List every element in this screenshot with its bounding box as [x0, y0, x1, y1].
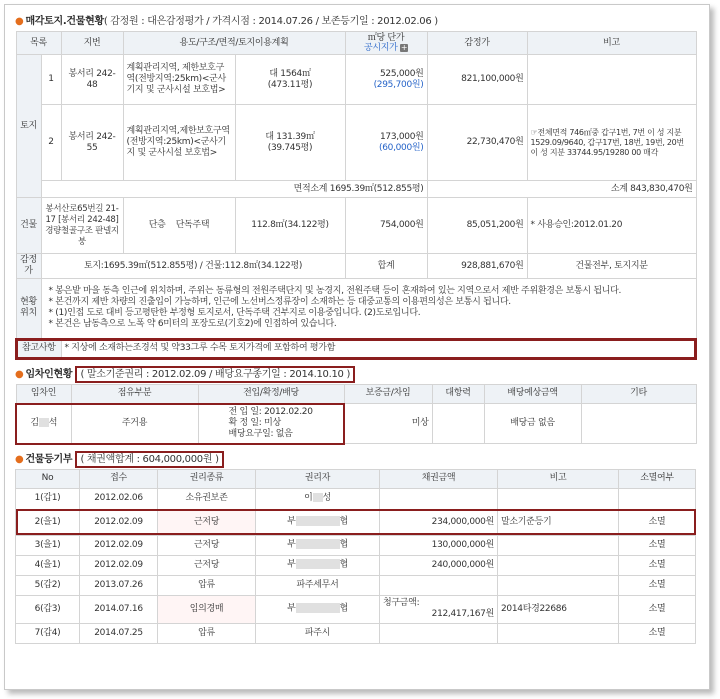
tenant-col-part: 점유부분 — [71, 384, 198, 404]
total-label: 합계 — [345, 254, 427, 279]
registry-holder — [256, 595, 380, 623]
tenant-col-opposing: 대항력 — [432, 384, 484, 404]
registry-kind: 압류 — [158, 575, 256, 595]
location-line: * 본건까지 제반 차량의 진출입이 가능하며, 인근에 노선버스정류장이 소재하는 등 대중교통의 이용편의성은 보통시 됩니다. — [48, 297, 511, 308]
table-row — [16, 595, 696, 623]
tenant-part: 주거용 — [71, 404, 198, 444]
table-row — [16, 575, 696, 595]
tenant-opposing — [432, 404, 484, 444]
holder-last: 협 — [339, 603, 348, 614]
registry-no: 3(을1) — [16, 535, 80, 555]
holder-first: 부 — [287, 539, 296, 550]
total-amount: 928,881,670원 — [427, 254, 527, 279]
tenant-name-last: 석 — [48, 418, 58, 428]
land-appraisal: 821,100,000원 — [427, 55, 527, 105]
location-line: * 봉은밭 마을 동측 인근에 위치하며, 주위는 동류형의 전원주택단지 및 농경지, 전원주택 등이 혼재하여 있는 지역으로서 제반 주위환경은 보통시 됩니다. — [48, 286, 622, 297]
tenant-deposit: 미상 — [344, 404, 432, 444]
holder-last: 협 — [339, 559, 348, 570]
building-appraisal: 85,051,200원 — [427, 198, 527, 254]
registry-col-kind: 권리종류 — [158, 469, 256, 488]
move-in-date: 전 입 일: 2012.02.20 — [228, 407, 313, 417]
building-floor: 단층 — [148, 220, 166, 230]
table-row — [16, 488, 696, 509]
land-area-pyeong: (39.745평) — [267, 142, 313, 153]
registry-col-no: No — [16, 469, 80, 488]
building-floor-usage — [123, 198, 235, 254]
registry-no: 1(갑1) — [16, 488, 80, 509]
registry-status: 소멸 — [619, 535, 696, 555]
registry-no: 5(갑2) — [16, 575, 80, 595]
registry-note: 2014타경22686 — [498, 595, 619, 623]
land-row — [16, 105, 696, 181]
land-official-price: (295,700원) — [373, 79, 424, 90]
registry-amount: 240,000,000원 — [380, 555, 498, 575]
land-note — [527, 55, 696, 105]
registry-note — [498, 555, 619, 575]
table-row — [16, 555, 696, 575]
registry-note — [498, 623, 619, 643]
tenant-dates — [198, 404, 344, 444]
table-row-highlighted — [16, 509, 696, 535]
property-table — [15, 31, 697, 360]
redacted-mark — [313, 493, 323, 502]
section-title-property — [15, 13, 695, 31]
tenant-name-first: 김 — [30, 418, 39, 428]
redacted-mark — [296, 539, 340, 549]
col-header-list: 목록 — [16, 32, 61, 55]
col-header-addr: 지번 — [61, 32, 123, 55]
registry-kind: 근저당 — [158, 535, 256, 555]
registry-amount: 130,000,000원 — [380, 535, 498, 555]
bullet-icon: ● — [15, 16, 24, 27]
registry-kind: 근저당 — [158, 509, 256, 535]
registry-holder — [256, 509, 380, 535]
land-area — [235, 105, 345, 181]
registry-date: 2014.07.16 — [80, 595, 158, 623]
tenant-etc — [581, 404, 696, 444]
tenant-subtitle: ( 말소기준권리 : 2012.02.09 / 배당요구종기일 : 2014.10.10 ) — [75, 366, 355, 383]
building-row — [16, 198, 696, 254]
holder-first: 부 — [287, 603, 296, 614]
land-area-pyeong: (473.11평) — [267, 79, 313, 90]
appraisal-summary: 토지:1695.39㎡(512.855평) / 건물:112.8㎡(34.122평) — [41, 254, 345, 279]
bullet-icon: ● — [15, 453, 24, 465]
appraisal-label: 감정가 — [16, 254, 41, 279]
total-note: 건물전부, 토지지분 — [527, 254, 696, 279]
land-no: 1 — [41, 55, 61, 105]
land-subtotal-amount: 소계 843,830,470원 — [427, 181, 696, 198]
registry-holder: 파주세무서 — [256, 575, 380, 595]
bullet-icon: ● — [15, 368, 24, 380]
land-subtotal-area: 면적소계 1695.39㎡(512.855평) — [41, 181, 427, 198]
land-addr: 봉서리 242-55 — [61, 105, 123, 181]
content — [15, 13, 695, 644]
registry-subtitle: ( 채권액합계 : 604,000,000원 ) — [75, 451, 223, 468]
building-label: 건물 — [16, 198, 41, 254]
redacted-mark — [296, 603, 340, 613]
tenant-col-expected: 배당예상금액 — [484, 384, 581, 404]
official-price-link[interactable]: 공시지가 — [363, 43, 398, 53]
tenant-title: 임차인현황 — [25, 368, 73, 380]
building-addr: 봉서산로65번길 21-17 [봉서리 242-48] 경량철골구조 판넬지붕 — [41, 198, 123, 254]
redacted-mark — [296, 559, 340, 569]
registry-col-status: 소멸여부 — [619, 469, 696, 488]
location-line: * 본건은 남동측으로 노폭 약 6미터의 포장도로(기호2)에 인접하여 있습니다. — [48, 319, 337, 330]
registry-col-date: 접수 — [80, 469, 158, 488]
registry-date: 2013.07.26 — [80, 575, 158, 595]
registry-amount — [380, 623, 498, 643]
building-usage: 단독주택 — [175, 220, 210, 230]
registry-no: 4(을1) — [16, 555, 80, 575]
tenant-col-deposit: 보증금/차임 — [344, 384, 432, 404]
tenant-name — [16, 404, 71, 444]
registry-kind: 압류 — [158, 623, 256, 643]
land-unit — [345, 105, 427, 181]
confirm-date: 확 정 일: 미상 — [228, 418, 281, 428]
land-addr: 봉서리 242-48 — [61, 55, 123, 105]
reference-text: * 지상에 소재하는조경석 및 약33그루 수목 토지가격에 포함하여 평가함 — [61, 339, 696, 359]
registry-amount — [380, 575, 498, 595]
registry-holder: 파주시 — [256, 623, 380, 643]
table-row — [16, 623, 696, 643]
tenant-col-name: 임차인 — [16, 384, 71, 404]
registry-holder — [256, 488, 380, 509]
registry-status: 소멸 — [619, 623, 696, 643]
registry-date: 2014.07.25 — [80, 623, 158, 643]
col-header-appraisal: 감정가 — [427, 32, 527, 55]
registry-amount — [380, 595, 498, 623]
col-header-usage: 용도/구조/면적/토지이용계획 — [123, 32, 345, 55]
registry-note: 말소기준등기 — [498, 509, 619, 535]
land-usage: 계획관리지역, 제한보호구역(전방지역:25km)<군사기지 및 군사시설 보호법> — [123, 55, 235, 105]
registry-no: 6(갑3) — [16, 595, 80, 623]
registry-holder — [256, 555, 380, 575]
tenant-col-etc: 기타 — [581, 384, 696, 404]
land-official-price: (60,000원) — [379, 142, 424, 153]
land-unit-price: 173,000원 — [380, 131, 424, 142]
land-usage: 계획관리지역,제한보호구역(전방지역:25km)<군사기지 및 군사시설 보호법> — [123, 105, 235, 181]
plus-icon[interactable]: + — [400, 42, 408, 52]
building-unit: 754,000원 — [345, 198, 427, 254]
land-no: 2 — [41, 105, 61, 181]
registry-status: 소멸 — [619, 555, 696, 575]
registry-date: 2012.02.09 — [80, 555, 158, 575]
registry-note — [498, 575, 619, 595]
registry-table — [15, 469, 696, 644]
property-title: 매각토지.건물현황 — [25, 16, 104, 27]
registry-col-holder: 권리자 — [256, 469, 380, 488]
land-unit-price: 525,000원 — [380, 68, 424, 79]
registry-kind: 소유권보존 — [158, 488, 256, 509]
claim-amount: 212,417,167원 — [431, 609, 494, 619]
tenant-row — [16, 404, 696, 444]
location-line: * (1)인접 도로 대비 등고평탄한 부정형 토지로서, 단독주택 건부지로 이용중입니다. (2)도로입니다. — [48, 308, 421, 319]
property-subtitle: ( 감정원 : 대은감정평가 / 가격시점 : 2014.07.26 / 보존등기일 : 2012.02.06 ) — [103, 16, 438, 27]
registry-note — [498, 488, 619, 509]
col-header-unit — [345, 32, 427, 55]
registry-status: 소멸 — [619, 575, 696, 595]
registry-date: 2012.02.06 — [80, 488, 158, 509]
registry-date: 2012.02.09 — [80, 535, 158, 555]
registry-date: 2012.02.09 — [80, 509, 158, 535]
land-area-m2: 대 131.39㎡ — [265, 131, 315, 142]
redacted-mark — [296, 516, 340, 526]
registry-holder — [256, 535, 380, 555]
tenant-table — [15, 384, 697, 445]
registry-col-note: 비고 — [498, 469, 619, 488]
registry-kind: 근저당 — [158, 555, 256, 575]
registry-no: 2(을1) — [16, 509, 80, 535]
table-row — [16, 535, 696, 555]
tenant-expected: 배당금 없음 — [484, 404, 581, 444]
registry-status: 소멸 — [619, 509, 696, 535]
land-unit — [345, 55, 427, 105]
redacted-mark — [39, 418, 49, 427]
registry-status: 소멸 — [619, 595, 696, 623]
land-row — [16, 55, 696, 105]
holder-last: 협 — [339, 539, 348, 550]
holder-first: 이 — [304, 493, 313, 503]
land-appraisal: 22,730,470원 — [427, 105, 527, 181]
building-note: * 사용승인:2012.01.20 — [527, 198, 696, 254]
building-area: 112.8㎡(34.122평) — [235, 198, 345, 254]
section-title-tenant — [15, 366, 695, 384]
reference-label: 참고사항 — [16, 339, 61, 359]
land-area-m2: 대 1564㎡ — [269, 68, 311, 79]
registry-note — [498, 535, 619, 555]
location-desc — [41, 279, 696, 339]
dividend-request-date: 배당요구일: 없음 — [228, 429, 293, 439]
registry-amount — [380, 488, 498, 509]
land-note: ☞전체면적 746㎡중 갑구1번, 7번 이 성 지분 1529.09/9640, 갑구17번, 18번, 19번, 20번 이 성 지분 33744.95/19280 00 매각 — [527, 105, 696, 181]
claim-label: 청구금액: — [383, 598, 420, 608]
holder-first: 부 — [287, 516, 296, 527]
registry-amount: 234,000,000원 — [380, 509, 498, 535]
land-label: 토지 — [16, 55, 41, 198]
col-header-note: 비고 — [527, 32, 696, 55]
registry-col-amount: 채권금액 — [380, 469, 498, 488]
holder-last: 성 — [322, 493, 331, 503]
unit-header-label: ㎡당 단가 — [367, 33, 405, 43]
land-area — [235, 55, 345, 105]
page-frame — [4, 4, 710, 690]
holder-last: 협 — [339, 516, 348, 527]
registry-status — [619, 488, 696, 509]
registry-title: 건물등기부 — [25, 453, 73, 465]
holder-first: 부 — [287, 559, 296, 570]
section-title-registry — [15, 451, 695, 469]
reference-row — [16, 339, 696, 359]
tenant-col-dates: 전입/확정/배당 — [198, 384, 344, 404]
registry-kind: 임의경매 — [158, 595, 256, 623]
registry-no: 7(갑4) — [16, 623, 80, 643]
location-label: 현황 위치 — [16, 279, 41, 339]
